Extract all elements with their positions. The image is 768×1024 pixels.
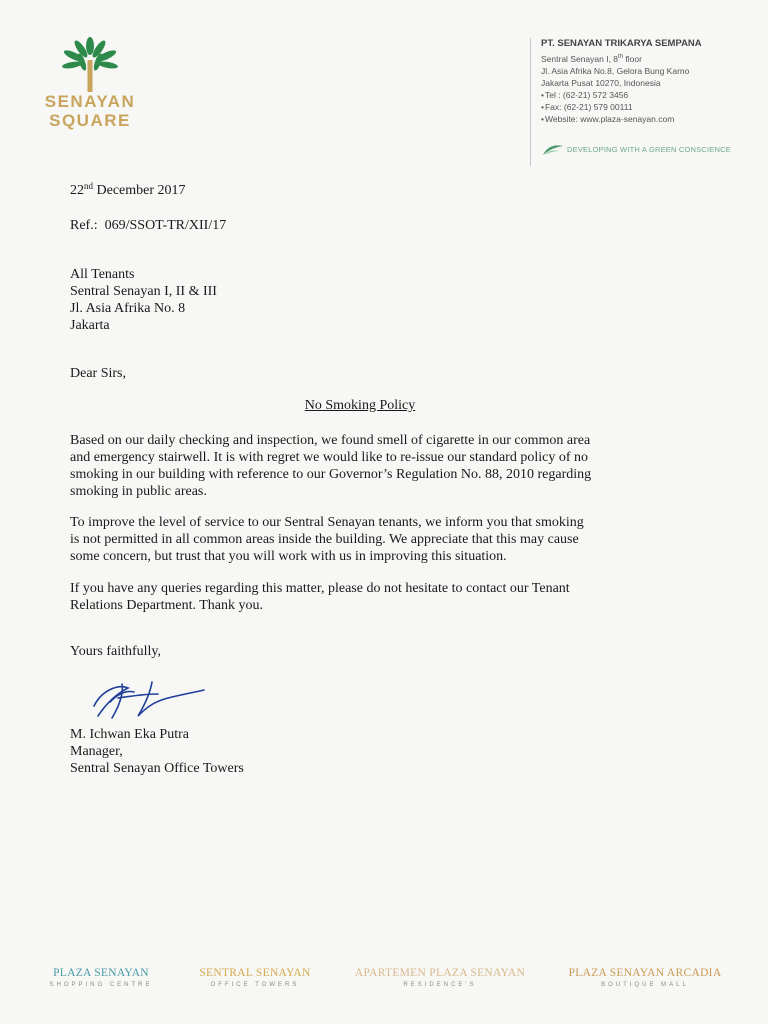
paragraph-line: and emergency stairwell. It is with regret we would like to re-issue our standard policy of no — [70, 450, 588, 465]
paragraph-line: If you have any queries regarding this matter, please do not hesitate to contact our Tenant — [70, 581, 570, 596]
paragraph-line: Based on our daily checking and inspection, we found smell of cigarette in our common area — [70, 433, 591, 448]
paragraph-line: some concern, but trust that you will work with us in improving this situation. — [70, 549, 507, 564]
signer-title: Manager, — [70, 744, 123, 759]
senayan-square-logo — [30, 36, 150, 130]
body-paragraph-1 — [70, 432, 655, 500]
footer-brand-plaza-senayan: PLAZA SENAYAN SHOPPING CENTRE — [49, 967, 153, 988]
handwritten-signature — [88, 672, 208, 729]
company-website[interactable]: • Website: www.plaza-senayan.com — [541, 113, 768, 125]
palm-tree-icon — [60, 36, 120, 92]
paragraph-line: smoking in public areas. — [70, 484, 207, 499]
signer-org: Sentral Senayan Office Towers — [70, 761, 244, 776]
recipient-line: Sentral Senayan I, II & III — [70, 284, 217, 299]
company-tel: • Tel : (62-21) 572 3456 — [541, 89, 768, 101]
letter-date: 22nd December 2017 — [70, 181, 186, 198]
signer-block — [70, 726, 244, 777]
signer-name: M. Ichwan Eka Putra — [70, 727, 189, 742]
paragraph-line: To improve the level of service to our Sentral Senayan tenants, we inform you that smoking — [70, 515, 584, 530]
recipient-line: Jakarta — [70, 318, 110, 333]
footer-brand-sentral-senayan: SENTRAL SENAYAN OFFICE TOWERS — [199, 967, 311, 988]
salutation: Dear Sirs, — [70, 366, 126, 381]
footer-brand-arcadia: PLAZA SENAYAN ARCADIA BOUTIQUE MALL — [568, 967, 722, 988]
closing: Yours faithfully, — [70, 644, 162, 659]
company-address-line3: Jakarta Pusat 10270, Indonesia — [541, 77, 661, 88]
leaf-icon — [541, 143, 565, 157]
recipient-address — [70, 266, 217, 334]
company-name: PT. SENAYAN TRIKARYA SEMPANA — [541, 38, 702, 49]
paragraph-line: smoking in our building with reference to our Governor’s Regulation No. 88, 2010 regarding — [70, 467, 592, 482]
tagline-row — [541, 143, 768, 157]
company-address-line1: Sentral Senayan I, 8th floor — [541, 53, 642, 64]
paragraph-line: Relations Department. Thank you. — [70, 598, 263, 613]
logo-text-square: SQUARE — [49, 111, 131, 130]
company-tagline: DEVELOPING WITH A GREEN CONSCIENCE — [567, 144, 731, 154]
body-paragraph-2 — [70, 514, 655, 565]
company-info — [530, 38, 768, 166]
logo-text-senayan: SENAYAN — [44, 92, 136, 111]
company-fax: • Fax: (62-21) 579 00111 — [541, 101, 768, 113]
letter-reference: Ref.: 069/SSOT-TR/XII/17 — [70, 218, 227, 233]
letter-subject: No Smoking Policy — [304, 398, 416, 413]
footer-brand-apartemen: APARTEMEN PLAZA SENAYAN RESIDENCE'S — [354, 967, 526, 988]
recipient-line: All Tenants — [70, 267, 135, 282]
company-address-line2: Jl. Asia Afrika No.8, Gelora Bung Karno — [541, 65, 690, 76]
body-paragraph-3 — [70, 580, 655, 614]
paragraph-line: is not permitted in all common areas inside the building. We appreciate that this may cause — [70, 532, 579, 547]
recipient-line: Jl. Asia Afrika No. 8 — [70, 301, 186, 316]
